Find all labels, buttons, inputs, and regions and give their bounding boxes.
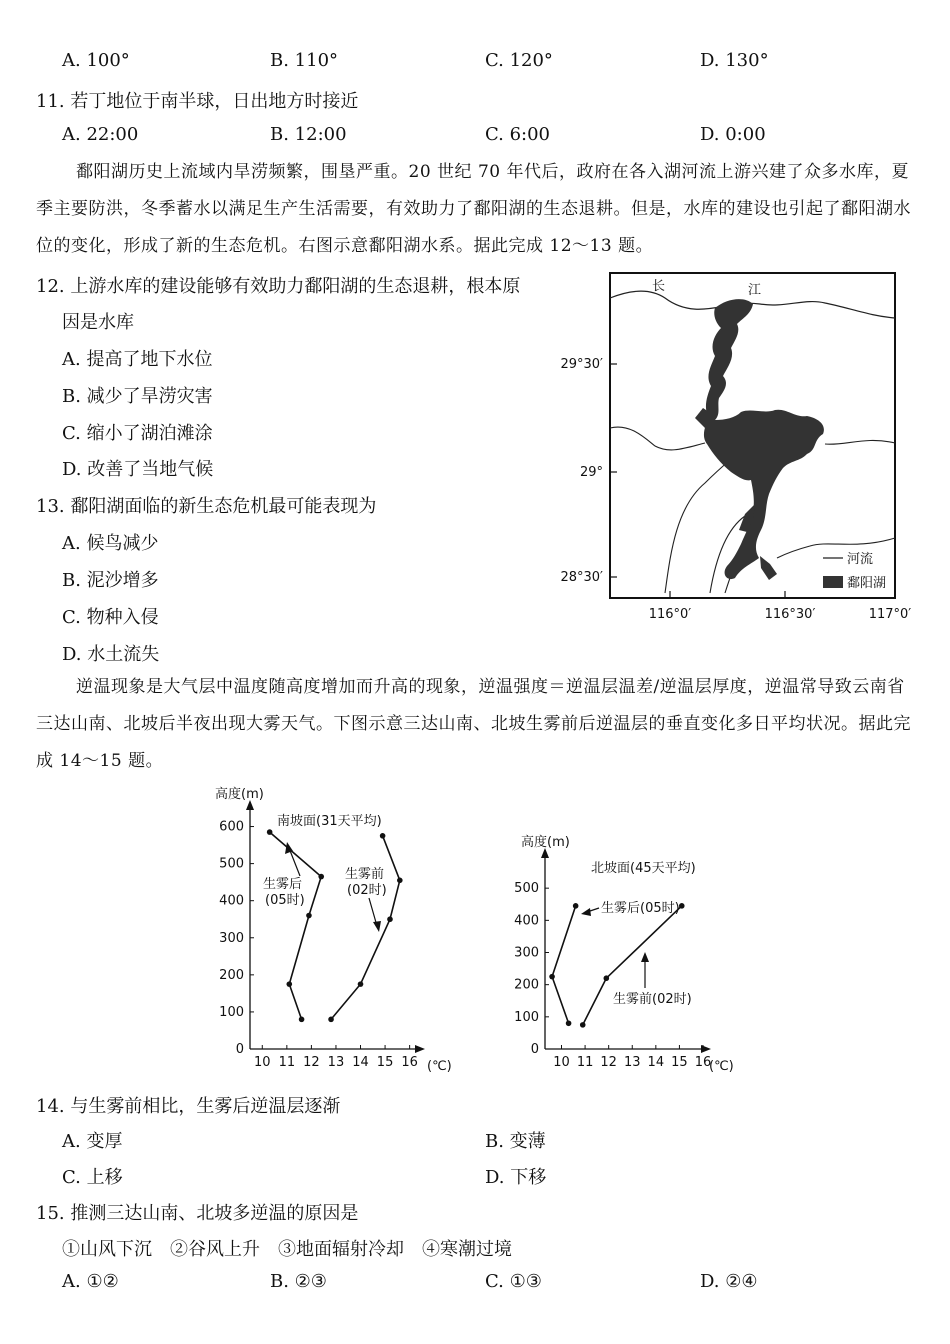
north-pointer-before-head: [641, 952, 649, 962]
south-pointer-before-head: [373, 921, 381, 932]
q10-option-c: C. 120°: [485, 50, 553, 71]
q12-option-a: A. 提高了地下水位: [62, 349, 213, 370]
q13-option-d: D. 水土流失: [62, 644, 160, 665]
north-xtick-label: 15: [671, 1055, 688, 1070]
q10-option-b: B. 110°: [270, 50, 339, 71]
north-data-point: [566, 1020, 572, 1026]
lat-label-28-30: 28°30′: [560, 570, 603, 585]
north-ytick-label: 200: [514, 977, 539, 993]
south-ytick-label: 400: [219, 893, 244, 909]
q13-option-a: A. 候鸟减少: [62, 533, 159, 554]
south-xtick-label: 15: [376, 1055, 394, 1070]
q12-stem-line1: 12. 上游水库的建设能够有效助力鄱阳湖的生态退耕，根本原: [36, 276, 521, 297]
south-xtick-label: 11: [278, 1055, 296, 1070]
q14-stem: 14. 与生雾前相比，生雾后逆温层逐渐: [36, 1096, 341, 1117]
north-data-point: [549, 974, 555, 980]
north-data-point: [604, 975, 610, 981]
q10-option-d: D. 130°: [700, 50, 769, 71]
south-label-after-line2: (05时): [265, 893, 305, 908]
north-title: 北坡面(45天平均): [591, 861, 696, 876]
south-data-point: [380, 833, 386, 839]
chart-south-slope: [205, 778, 465, 1078]
south-data-point: [358, 981, 364, 987]
south-series-line-before: [331, 836, 400, 1020]
q13-stem: 13. 鄱阳湖面临的新生态危机最可能表现为: [36, 496, 377, 517]
q11-option-c: C. 6:00: [485, 124, 550, 145]
passage-poyang: 鄱阳湖历史上流域内旱涝频繁，围垦严重。20 世纪 70 年代后，政府在各入湖河流上游兴建了众多水库，夏季主要防洪，冬季蓄水以满足生产生活需要，有效助力了鄱阳湖的生态退耕。但是，水库的建设也引起了鄱阳湖水位的变化，形成了新的生态危机。右图示意鄱阳湖水系。据此完成 12～13 题。: [36, 162, 911, 256]
river-label-chang: 长: [652, 279, 666, 294]
q15-option-c: C. ①③: [485, 1271, 542, 1292]
lon-label-116: 116°0′: [648, 607, 692, 622]
north-data-point: [573, 903, 579, 909]
q14-option-c: C. 上移: [62, 1167, 123, 1188]
south-label-after-line1: 生雾后: [263, 877, 303, 892]
q11-option-a: A. 22:00: [62, 124, 139, 145]
q13-option-c: C. 物种入侵: [62, 607, 159, 628]
river-label-jiang: 江: [748, 283, 762, 298]
south-ylabel: 高度(m): [215, 787, 264, 802]
north-ytick-label: 0: [530, 1042, 539, 1057]
north-ytick-label: 100: [514, 1009, 539, 1025]
south-data-point: [397, 878, 403, 884]
south-ytick-label: 300: [219, 930, 244, 946]
north-data-point: [580, 1022, 586, 1028]
south-title: 南坡面(31天平均): [277, 814, 382, 829]
north-ytick-label: 400: [514, 913, 539, 929]
south-data-point: [299, 1017, 305, 1023]
q12-option-d: D. 改善了当地气候: [62, 459, 214, 480]
north-xtick-label: 12: [600, 1055, 617, 1070]
lon-label-117: 117°0′: [868, 607, 912, 622]
q12-option-b: B. 减少了旱涝灾害: [62, 386, 213, 407]
q15-items: ①山风下沉 ②谷风上升 ③地面辐射冷却 ④寒潮过境: [62, 1239, 512, 1260]
south-xtick-label: 13: [327, 1055, 345, 1070]
south-data-point: [267, 829, 273, 835]
north-ylabel: 高度(m): [521, 835, 570, 850]
south-xtick-label: 12: [303, 1055, 320, 1070]
q11-option-b: B. 12:00: [270, 124, 347, 145]
north-series-line-after: [552, 906, 576, 1023]
chart-north-slope: [505, 828, 745, 1073]
q11-option-d: D. 0:00: [700, 124, 766, 145]
q11-stem: 11. 若丁地位于南半球，日出地方时接近: [36, 91, 359, 112]
south-ytick-label: 600: [219, 819, 244, 835]
north-ytick-label: 500: [514, 881, 539, 897]
south-xtick-label: 14: [352, 1055, 369, 1070]
legend-river-label: 河流: [847, 552, 874, 567]
legend-lake-swatch: [823, 576, 843, 588]
q15-option-b: B. ②③: [270, 1271, 327, 1292]
q15-option-d: D. ②④: [700, 1271, 758, 1292]
south-x-arrow: [415, 1045, 425, 1053]
lat-label-29-30: 29°30′: [560, 357, 603, 372]
north-data-point: [679, 903, 685, 909]
q13-option-b: B. 泥沙增多: [62, 570, 159, 591]
north-xlabel: (℃): [709, 1059, 734, 1073]
south-ytick-label: 100: [219, 1004, 244, 1020]
north-pointer-after-head: [581, 908, 591, 916]
south-xtick-label: 10: [254, 1055, 271, 1070]
passage-inversion: 逆温现象是大气层中温度随高度增加而升高的现象，逆温强度＝逆温层温差/逆温层厚度，逆温常导致云南省三达山南、北坡后半夜出现大雾天气。下图示意三达山南、北坡生雾前后逆温层的垂直变化多日平均状况。据此完成 14～15 题。: [36, 677, 911, 771]
lat-label-29: 29°: [579, 465, 603, 480]
q14-option-d: D. 下移: [485, 1167, 547, 1188]
south-ytick-label: 500: [219, 856, 244, 872]
south-ytick-label: 0: [235, 1042, 244, 1057]
q12-option-c: C. 缩小了湖泊滩涂: [62, 423, 213, 444]
north-label-after: 生雾后(05时): [601, 901, 680, 916]
south-data-point: [328, 1017, 334, 1023]
south-data-point: [387, 916, 393, 922]
lon-label-116-30: 116°30′: [764, 607, 816, 622]
south-series-line-after: [270, 832, 322, 1019]
south-pointer-after: [289, 848, 300, 876]
q12-stem-line2: 因是水库: [62, 312, 134, 333]
south-xtick-label: 16: [401, 1055, 418, 1070]
north-xtick-label: 10: [553, 1055, 570, 1070]
north-ytick-label: 300: [514, 945, 539, 961]
q15-option-a: A. ①②: [62, 1271, 119, 1292]
south-ytick-label: 200: [219, 967, 244, 983]
q14-option-a: A. 变厚: [62, 1131, 123, 1152]
north-series-line-before: [583, 906, 682, 1025]
north-xtick-label: 13: [623, 1055, 641, 1070]
south-data-point: [286, 981, 292, 987]
south-data-point: [306, 913, 312, 919]
q14-option-b: B. 变薄: [485, 1131, 546, 1152]
south-label-before-line1: 生雾前: [345, 867, 385, 882]
north-xtick-label: 11: [576, 1055, 594, 1070]
north-xtick-label: 16: [694, 1055, 712, 1070]
q10-option-a: A. 100°: [62, 50, 130, 71]
legend-lake-label: 鄱阳湖: [847, 576, 887, 591]
north-label-before: 生雾前(02时): [613, 992, 692, 1007]
q15-stem: 15. 推测三达山南、北坡多逆温的原因是: [36, 1203, 359, 1224]
poyang-lake-map: [555, 268, 925, 628]
south-xlabel: (℃): [427, 1059, 452, 1074]
north-xtick-label: 14: [647, 1055, 665, 1070]
south-label-before-line2: (02时): [347, 883, 387, 898]
south-data-point: [318, 874, 324, 880]
